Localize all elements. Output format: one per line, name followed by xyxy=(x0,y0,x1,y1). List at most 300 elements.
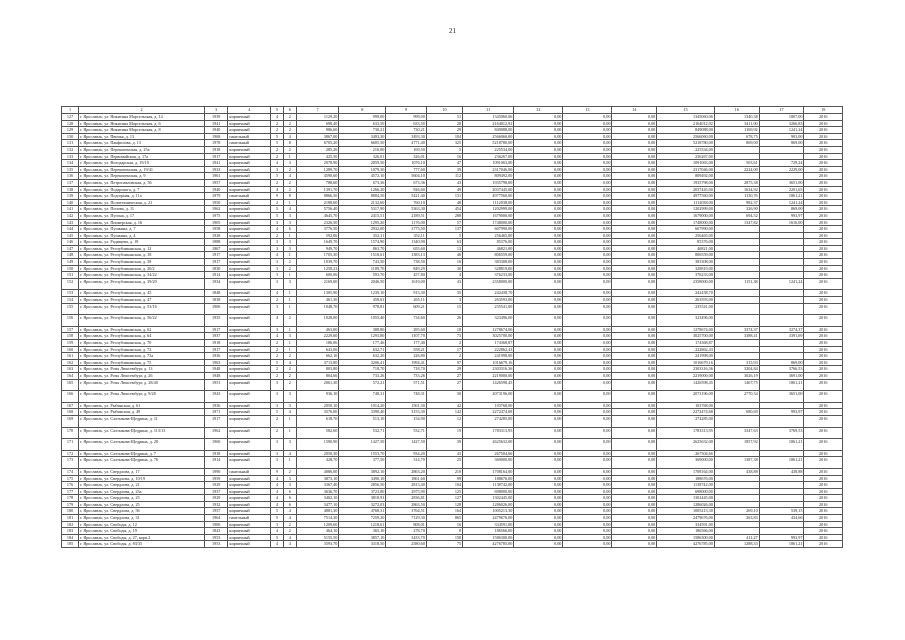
table-row xyxy=(62,353,843,360)
table-cell: 1783313,95 xyxy=(463,427,514,439)
table-cell: 323496,00 xyxy=(463,315,514,327)
table-cell: 0,00 xyxy=(514,439,563,451)
table-cell: 179 xyxy=(62,501,79,508)
table-cell: 999,00 xyxy=(339,114,386,121)
table-cell xyxy=(714,353,759,360)
table-cell: 863,70 xyxy=(339,245,386,252)
table-cell: 3 xyxy=(271,402,284,409)
table-cell xyxy=(714,450,759,457)
table-cell: 5 xyxy=(271,212,284,219)
table-cell: 0,00 xyxy=(612,340,657,347)
table-cell: 733,26 xyxy=(339,372,386,379)
table-cell: 0,00 xyxy=(612,245,657,252)
table-cell: кирпичный xyxy=(228,297,271,304)
table-cell: 0,00 xyxy=(514,488,563,495)
table-cell: 1345060,06 xyxy=(463,114,514,121)
table-cell xyxy=(759,353,804,360)
table-cell: 788,60 xyxy=(296,179,339,186)
table-cell: 2813,40 xyxy=(386,482,427,489)
table-cell: 0,00 xyxy=(563,179,612,186)
table-cell: 1807,00 xyxy=(759,114,804,121)
table-cell: 0,00 xyxy=(612,541,657,548)
column-header: 6 xyxy=(283,107,296,114)
table-cell: 0,00 xyxy=(612,206,657,213)
column-header: 16 xyxy=(714,107,759,114)
table-cell: 0,00 xyxy=(563,457,612,469)
table-cell: 633,50 xyxy=(386,120,427,127)
table-cell: 2566060,00 xyxy=(463,133,514,140)
address-cell: г. Ярославль, ул. Республиканская, д. 18 xyxy=(79,252,205,259)
table-cell: 1929 xyxy=(204,495,227,502)
table-cell: 0,00 xyxy=(514,315,563,327)
address-cell: г. Ярославль, ул. Салтыкова-Щедрина, д. 113/13 xyxy=(79,427,205,439)
table-cell: 2016 xyxy=(804,457,843,469)
table-cell: 3206,41 xyxy=(339,359,386,366)
table-cell: 1962 xyxy=(204,427,227,439)
table-cell: 4 xyxy=(271,488,284,495)
table-cell: 593,70 xyxy=(339,272,386,279)
table-cell: 1861,21 xyxy=(759,439,804,451)
table-cell: кирпичный xyxy=(228,541,271,548)
table-cell: 743,50 xyxy=(339,259,386,266)
table-cell: 3 xyxy=(283,278,296,290)
table-cell: 2016 xyxy=(804,501,843,508)
table-cell: 2189,51 xyxy=(386,212,427,219)
table-cell: 132 xyxy=(62,146,79,153)
table-cell: 3873,10 xyxy=(296,475,339,482)
table-cell: 804,66 xyxy=(296,372,339,379)
table-cell: 148 xyxy=(62,252,79,259)
table-cell: 1 xyxy=(283,340,296,347)
column-header: 19 xyxy=(804,107,843,114)
table-cell: 2016 xyxy=(804,245,843,252)
table-cell: кирпичный xyxy=(228,482,271,489)
table-cell: 0,00 xyxy=(612,160,657,167)
table-cell: 1957 xyxy=(204,179,227,186)
table-cell: 153 xyxy=(62,290,79,297)
table-cell: 3723,80 xyxy=(339,488,386,495)
table-cell: 2 xyxy=(271,372,284,379)
table-cell: 323496,00 xyxy=(657,315,715,327)
table-cell: 3 xyxy=(271,450,284,457)
table-cell: кирпичный xyxy=(228,457,271,469)
table-cell: 1679000,00 xyxy=(463,212,514,219)
table-cell: 73 xyxy=(426,333,462,340)
table-cell: 5 xyxy=(271,133,284,140)
table-cell: 3 xyxy=(271,239,284,246)
table-cell: 1951 xyxy=(204,379,227,391)
table-cell: 141 xyxy=(62,206,79,213)
table-cell: кирпичный xyxy=(228,206,271,213)
table-row xyxy=(62,457,843,469)
table-cell: 738,50 xyxy=(386,259,427,266)
table-cell: 0,00 xyxy=(612,199,657,206)
table-cell: 1906 xyxy=(204,303,227,315)
table-cell: 3651,00 xyxy=(759,179,804,186)
table-cell: 0,00 xyxy=(612,409,657,416)
table-cell: 0,00 xyxy=(514,193,563,200)
table-cell: 434,66 xyxy=(759,515,804,522)
table-cell: 2016 xyxy=(804,495,843,502)
table-cell: 2 xyxy=(283,372,296,379)
table-cell: 3 xyxy=(283,245,296,252)
table-cell: 3766,53 xyxy=(759,366,804,373)
table-cell: 0,00 xyxy=(514,259,563,266)
table-cell xyxy=(759,528,804,535)
table-cell: 869,00 xyxy=(759,140,804,147)
table-cell: 0,00 xyxy=(612,252,657,259)
table-cell: 140 xyxy=(62,199,79,206)
table-cell: 0,00 xyxy=(514,521,563,528)
table-cell: 733,26 xyxy=(386,372,427,379)
table-cell: 5 xyxy=(426,232,462,239)
table-cell: 2 xyxy=(283,366,296,373)
table-cell: 2219000,00 xyxy=(657,372,715,379)
table-cell: 5 xyxy=(271,206,284,213)
column-header: 1 xyxy=(62,107,79,114)
table-cell: 1266,20 xyxy=(339,186,386,193)
table-row xyxy=(62,173,843,180)
table-cell: 2358000,00 xyxy=(463,278,514,290)
table-cell: кирпичный xyxy=(228,333,271,340)
table-cell: 2016 xyxy=(804,353,843,360)
table-cell: 0,00 xyxy=(612,173,657,180)
table-cell: 1091063,00 xyxy=(657,160,715,167)
table-cell: 2016 xyxy=(804,326,843,333)
table-cell: 1963 xyxy=(204,359,227,366)
address-cell: г. Ярославль, ул. Республиканская, д. 45 xyxy=(79,290,205,297)
table-cell: 3867,00 xyxy=(296,133,339,140)
table-cell: кирпичный xyxy=(228,495,271,502)
table-row xyxy=(62,366,843,373)
table-cell: 0,00 xyxy=(563,439,612,451)
table-cell: кирпичный xyxy=(228,450,271,457)
table-cell: 144 xyxy=(62,226,79,233)
table-cell: панельный xyxy=(228,133,271,140)
table-cell: 2016 xyxy=(804,114,843,121)
table-cell: 1286026,00 xyxy=(463,501,514,508)
table-cell: 365,10 xyxy=(339,528,386,535)
table-cell: кирпичный xyxy=(228,272,271,279)
table-cell: 0,00 xyxy=(563,160,612,167)
table-cell: 0,00 xyxy=(612,427,657,439)
table-cell: 3367,40 xyxy=(296,482,339,489)
table-cell: 5 xyxy=(271,173,284,180)
table-cell: 2875,38 xyxy=(714,179,759,186)
table-cell: 35 xyxy=(426,290,462,297)
table-cell: 0,00 xyxy=(563,173,612,180)
address-cell: г. Ярославль, ул. Петропавловская, д. 56 xyxy=(79,179,205,186)
table-cell: 1239,10 xyxy=(339,290,386,297)
table-cell: 5421,40 xyxy=(386,193,427,200)
table-row xyxy=(62,120,843,127)
table-cell: 0,00 xyxy=(514,427,563,439)
table-cell: 0,00 xyxy=(514,450,563,457)
table-cell: 2 xyxy=(283,315,296,327)
table-cell: 274285,00 xyxy=(463,415,514,427)
table-cell: 0,00 xyxy=(612,315,657,327)
table-cell: 0,00 xyxy=(612,482,657,489)
table-cell: 1936 xyxy=(204,353,227,360)
table-cell: 607990,00 xyxy=(657,226,715,233)
table-cell: кирпичный xyxy=(228,315,271,327)
table-cell: 1293,80 xyxy=(339,333,386,340)
table-cell: 2016 xyxy=(804,199,843,206)
table-cell: 2169,00 xyxy=(296,278,339,290)
table-cell: 7259,20 xyxy=(339,515,386,522)
table-cell: 4977560,00 xyxy=(463,193,514,200)
table-cell: 1 xyxy=(283,297,296,304)
table-cell xyxy=(714,232,759,239)
table-cell: 104 xyxy=(426,482,462,489)
table-row xyxy=(62,265,843,272)
table-cell: 0,00 xyxy=(612,495,657,502)
table-cell: 2 xyxy=(271,346,284,353)
address-cell: г. Ярославль, ул. Свердлова, д. 56 xyxy=(79,508,205,515)
table-cell: 170 xyxy=(62,427,79,439)
header-row xyxy=(62,107,843,114)
table-row xyxy=(62,346,843,353)
table-cell: 1934 xyxy=(204,278,227,290)
table-row xyxy=(62,534,843,541)
table-cell: 0,00 xyxy=(514,508,563,515)
table-cell: 718,70 xyxy=(339,366,386,373)
table-cell: 0,00 xyxy=(514,402,563,409)
table-cell: 241998,00 xyxy=(463,353,514,360)
table-cell: 730,21 xyxy=(339,127,386,134)
address-cell: г. Ярославль, ул. Никитина Марсельская, д. 14 xyxy=(79,114,205,121)
table-cell: 748,31 xyxy=(339,391,386,403)
table-cell: кирпичный xyxy=(228,359,271,366)
table-row xyxy=(62,359,843,366)
table-cell: 2016 xyxy=(804,120,843,127)
table-cell: 2229,00 xyxy=(759,166,804,173)
table-cell: 4645,70 xyxy=(296,212,339,219)
table-cell: 4 xyxy=(271,495,284,502)
table-row xyxy=(62,488,843,495)
table-cell: кирпичный xyxy=(228,127,271,134)
table-cell: 2 xyxy=(271,415,284,427)
table-cell: 39 xyxy=(426,439,462,451)
table-cell: 2 xyxy=(426,353,462,360)
table-cell: 315,93 xyxy=(714,359,759,366)
table-cell: 0,00 xyxy=(514,297,563,304)
table-cell: 3 xyxy=(283,391,296,403)
table-cell: 3 xyxy=(283,439,296,451)
address-cell: г. Ярославль, ул. Республиканская, д. 75 xyxy=(79,359,205,366)
table-cell: 2016 xyxy=(804,206,843,213)
table-cell: 5363,30 xyxy=(386,206,427,213)
table-cell: 0,00 xyxy=(612,272,657,279)
address-cell: г. Ярославль, ул. Пионерская, д. 16 xyxy=(79,219,205,226)
table-cell: 12 xyxy=(426,415,462,427)
table-row xyxy=(62,259,843,266)
table-cell: 3272,03 xyxy=(339,501,386,508)
address-cell: г. Ярославль, ул. Республиканская, д. 56/22 xyxy=(79,315,205,327)
table-cell: 2016 xyxy=(804,232,843,239)
table-cell: кирпичный xyxy=(228,278,271,290)
table-cell: 0,00 xyxy=(514,153,563,160)
table-cell: 130 xyxy=(62,133,79,140)
table-cell: 3433,70 xyxy=(386,534,427,541)
table-cell: 993,97 xyxy=(759,534,804,541)
table-cell: 2078,90 xyxy=(296,160,339,167)
table-cell: 159 xyxy=(62,340,79,347)
table-cell: 1917 xyxy=(204,259,227,266)
table-cell: 169,50 xyxy=(386,146,427,153)
table-cell: кирпичный xyxy=(228,372,271,379)
table-cell: 1616,00 xyxy=(759,219,804,226)
table-cell: кирпичный xyxy=(228,160,271,167)
table-cell: 0,00 xyxy=(612,239,657,246)
table-cell: 1937 xyxy=(204,333,227,340)
table-cell: кирпичный xyxy=(228,114,271,121)
table-cell: 0,00 xyxy=(612,219,657,226)
table-cell: 46 xyxy=(426,252,462,259)
table-cell: 103768,00 xyxy=(657,402,715,409)
table-cell: 0,00 xyxy=(514,303,563,315)
table-cell: 1028,00 xyxy=(296,315,339,327)
table-cell: 177,40 xyxy=(386,340,427,347)
table-cell: 655,60 xyxy=(386,245,427,252)
table-cell: 8 xyxy=(283,140,296,147)
table-cell: 326,01 xyxy=(386,153,427,160)
table-row xyxy=(62,541,843,548)
table-cell: кирпичный xyxy=(228,488,271,495)
table-cell: 0,00 xyxy=(514,212,563,219)
table-cell: 464,10 xyxy=(296,528,339,535)
table-cell: 4276785,00 xyxy=(463,541,514,548)
table-cell xyxy=(759,315,804,327)
table-cell: 1953 xyxy=(204,534,227,541)
table-cell: 0,00 xyxy=(514,146,563,153)
table-row xyxy=(62,315,843,327)
table-cell: 1151,38 xyxy=(714,278,759,290)
table-cell: 2 xyxy=(271,353,284,360)
table-cell: 1 xyxy=(283,232,296,239)
table-cell: 5 xyxy=(271,140,284,147)
table-cell: 1906 xyxy=(204,521,227,528)
address-cell: г. Ярославль, ул. Республиканская, д. 62 xyxy=(79,326,205,333)
table-cell: 1091063,00 xyxy=(463,160,514,167)
table-cell: 0,00 xyxy=(612,457,657,469)
table-cell: 134 xyxy=(62,160,79,167)
table-cell: 0,00 xyxy=(514,353,563,360)
table-cell: 1340,90 xyxy=(386,239,427,246)
table-row xyxy=(62,521,843,528)
table-cell: 1941 xyxy=(204,160,227,167)
table-cell xyxy=(714,173,759,180)
table-cell: 2303316,36 xyxy=(657,366,715,373)
table-cell: 3593,70 xyxy=(296,541,339,548)
table-cell: 0,00 xyxy=(514,272,563,279)
table-cell: 2 xyxy=(283,379,296,391)
table-cell xyxy=(714,153,759,160)
table-cell: 3266,83 xyxy=(759,120,804,127)
table-cell: 1039,70 xyxy=(296,259,339,266)
table-cell: 188676,00 xyxy=(463,475,514,482)
table-cell: 729,24 xyxy=(759,160,804,167)
table-cell: 600,06 xyxy=(296,272,339,279)
table-cell: 0,00 xyxy=(563,359,612,366)
table-cell: 0,00 xyxy=(612,488,657,495)
table-cell: 1679000,00 xyxy=(657,212,715,219)
table-cell: 698,40 xyxy=(296,120,339,127)
table-cell: 0,00 xyxy=(612,259,657,266)
table-cell: 2164012,92 xyxy=(657,120,715,127)
table-cell: 3153,30 xyxy=(386,409,427,416)
table-cell: 1278674,00 xyxy=(657,326,715,333)
table-cell: 0,00 xyxy=(563,508,612,515)
table-cell: 2 xyxy=(283,259,296,266)
table-cell: 2016 xyxy=(804,259,843,266)
table-cell: 46821,00 xyxy=(463,245,514,252)
table-cell: 178 xyxy=(62,495,79,502)
table-cell xyxy=(759,153,804,160)
table-cell: 27 xyxy=(426,372,462,379)
table-cell: 128 xyxy=(62,120,79,127)
table-cell: 2 xyxy=(283,166,296,173)
table-cell: 185 xyxy=(62,541,79,548)
table-cell: 1 xyxy=(283,290,296,297)
table-cell: 0,00 xyxy=(514,366,563,373)
table-cell: 26 xyxy=(426,315,462,327)
table-cell: 643,06 xyxy=(296,346,339,353)
table-cell xyxy=(759,303,804,315)
address-cell: г. Ярославль, ул. Пвичья, д. 13 xyxy=(79,133,205,140)
table-cell: 1994,41 xyxy=(386,359,427,366)
table-cell: 3390,40 xyxy=(339,409,386,416)
table-cell xyxy=(759,265,804,272)
table-cell: 2016 xyxy=(804,359,843,366)
table-cell: кирпичный xyxy=(228,199,271,206)
table-cell: 3477,10 xyxy=(296,501,339,508)
table-cell: 160 xyxy=(62,346,79,353)
table-cell xyxy=(714,297,759,304)
table-cell: 5604,10 xyxy=(386,173,427,180)
table-cell: 0,00 xyxy=(514,199,563,206)
table-cell: 7129,30 xyxy=(386,515,427,522)
table-cell: 155 xyxy=(62,303,79,315)
table-cell xyxy=(759,346,804,353)
table-cell: 1295,20 xyxy=(339,219,386,226)
table-cell: 1968 xyxy=(204,133,227,140)
table-cell: 3 xyxy=(283,219,296,226)
table-cell: 2188,60 xyxy=(296,199,339,206)
table-cell: 3 xyxy=(283,333,296,340)
table-cell: 1990 xyxy=(204,468,227,475)
table-cell: 3764,51 xyxy=(386,508,427,515)
table-cell: 133 xyxy=(62,153,79,160)
table-cell: 242438,70 xyxy=(657,290,715,297)
table-cell: 618,70 xyxy=(296,415,339,427)
table-cell: 6 xyxy=(283,488,296,495)
address-cell: г. Ярославль, ул. Свердлова, д. 31 xyxy=(79,515,205,522)
table-cell: 0,00 xyxy=(612,353,657,360)
table-cell: 171 xyxy=(62,439,79,451)
address-cell: г. Ярославль, ул. Свердлова, д. 25 xyxy=(79,501,205,508)
table-cell: 0,00 xyxy=(563,297,612,304)
address-cell: г. Ярославль, ул. Республиканская, д. 73а xyxy=(79,353,205,360)
table-cell: 4 xyxy=(271,252,284,259)
table-cell: 4 xyxy=(283,534,296,541)
table-cell: 1169,92 xyxy=(714,127,759,134)
table-cell: панельный xyxy=(228,468,271,475)
table-cell: 0,00 xyxy=(563,379,612,391)
table-cell: 4 xyxy=(283,450,296,457)
table-cell: 3 xyxy=(271,521,284,528)
table-cell: 4 xyxy=(283,409,296,416)
